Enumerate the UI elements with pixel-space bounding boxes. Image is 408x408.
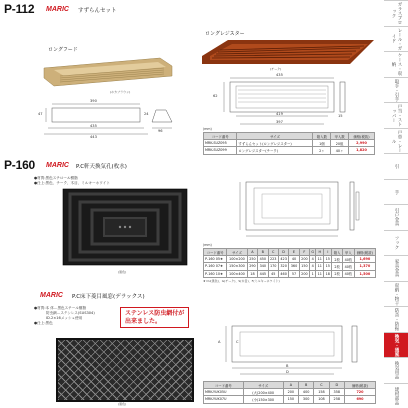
long-register-title: ロングレジスター <box>205 31 245 37</box>
long-hood-title: ロングフード <box>48 47 78 53</box>
table-header-row: コード番号 サイズ A B C D E F G H I 箱入 甲入 価格(税抜) <box>204 249 376 256</box>
underfloor-bullets: ●材質:本 体…黒色スチール樹脂 防虫網…ステンレス(SUS304) ID.2×16メッシュ使用 ●仕上:黒色 <box>34 306 95 325</box>
long-register-image <box>200 38 376 66</box>
dim-24: 24 <box>144 112 149 116</box>
p160-footnote: ★=U(黒色)、G(チーク)、S(木目)、F(ミルキーホワイト) <box>203 279 280 283</box>
table-row: MRK-YUK05U (大)200×400 200 400 158 358 720 <box>204 389 376 396</box>
table-row: P-160 07★ 150×300 290 340 170 320 360 150 4 11 15 2枚 40枚 1,370 <box>204 263 376 270</box>
product-name-suzuran-set: すずらんセット <box>78 8 117 14</box>
side-tab-item[interactable]: レール・ガイド <box>384 26 408 52</box>
side-tab-bar <box>384 0 408 408</box>
dim-435-r: 435 <box>276 73 283 77</box>
side-tab-item[interactable]: フック <box>384 230 408 256</box>
lattice-vent-caption: (黒色) <box>118 402 127 406</box>
dim-443: 443 <box>90 135 97 139</box>
side-tab-item[interactable]: 防音・防振 <box>384 306 408 332</box>
product-name-underfloor-vent: P.C床下菱目風窓(デラックス) <box>72 294 145 300</box>
dim-c: C <box>236 340 239 344</box>
unit-mm-2: (mm) <box>203 243 212 247</box>
side-tab-item[interactable]: ケース・収納 <box>384 51 408 77</box>
dim-d: D <box>286 370 289 374</box>
section-code-p160: P-160 <box>4 158 36 172</box>
underfloor-spec-table <box>203 381 376 404</box>
col-box: 箱入数 <box>313 133 331 140</box>
side-tab-item[interactable]: 戸車・レール <box>384 128 408 154</box>
side-tab-item[interactable]: 引戸金具 <box>384 204 408 230</box>
long-hood-dimension-drawing <box>40 98 180 142</box>
brand-logo-maric: MARIC <box>46 6 69 13</box>
side-tab-item[interactable]: 戸当・ストッパー <box>384 102 408 128</box>
stainless-mesh-notice: ステンレス防虫網付が 出来ました。 <box>120 307 189 328</box>
table-row: MRK-SUZ095 すずらんセット(ロングレジスター) 1個 20組 2,990 <box>204 140 375 147</box>
side-tab-item[interactable]: 取手・引手 <box>384 77 408 103</box>
p160-spec-table <box>203 248 376 278</box>
table-row: P-160 10★ 100×400 18 445 45 460 57 200 1 11 18 2枚 40枚 1,500 <box>204 270 376 277</box>
table-row: MRK-SUZ099 ロングレジスター(チーク) 2ヶ 40ヶ 1,820 <box>204 147 375 154</box>
long-register-dimension-drawing <box>210 74 350 128</box>
side-tab-item[interactable]: 換気用品 <box>384 357 408 383</box>
long-register-caption: (チーク) <box>270 67 282 71</box>
soffit-vent-image <box>62 188 188 266</box>
brand-logo-maric-3: MARIC <box>40 292 63 299</box>
dim-390: 390 <box>90 99 97 103</box>
side-tab-item[interactable]: ガラスブロック <box>384 0 408 26</box>
brand-logo-maric-2: MARIC <box>46 162 69 169</box>
table-row: P-160 05★ 100×200 250 450 223 423 40 200 4 11 15 2枚 40枚 1,690 <box>204 256 376 263</box>
dim-b: B <box>286 364 289 368</box>
col-price: 価格(税抜) <box>349 133 375 140</box>
side-tab-item[interactable]: 手 <box>384 179 408 205</box>
section-code-p112: P-112 <box>4 2 35 16</box>
side-tab-item[interactable]: 換気・通風 <box>384 332 408 358</box>
lattice-vent-image <box>56 338 194 402</box>
long-hood-caption: (ホカブラウン) <box>110 90 131 94</box>
side-tab-item[interactable]: 家具金具 <box>384 255 408 281</box>
p160-bullets: ●材質:黒色スチロール樹脂 ●仕上:黒色、チーク、木目、ミルキーホワイト <box>34 176 110 185</box>
col-case: 甲入数 <box>331 133 349 140</box>
dim-435: 435 <box>90 124 97 128</box>
product-name-p160: P.C軒天換気孔(枚水) <box>76 164 127 170</box>
suzuran-spec-table <box>203 132 375 155</box>
dim-62: 62 <box>213 94 218 98</box>
side-tab-item[interactable]: 引 <box>384 153 408 179</box>
table-row: MRK-YUK07U (小)150×300 150 300 108 258 690 <box>204 396 376 403</box>
table-header-row <box>204 133 375 140</box>
dim-a: A <box>218 340 221 344</box>
dim-419: 419 <box>276 112 283 116</box>
lattice-vent-dimension-drawing <box>212 322 372 378</box>
side-tab-item[interactable]: 建材部品 <box>384 383 408 408</box>
soffit-vent-caption: (黒色) <box>118 270 127 274</box>
side-tab-item[interactable]: 収納・物干 <box>384 281 408 307</box>
unit-mm-1: (mm) <box>203 127 212 131</box>
col-size: サイズ <box>237 133 313 140</box>
soffit-vent-dimension-drawing <box>228 178 368 240</box>
long-hood-image <box>40 54 175 88</box>
dim-15: 15 <box>338 114 343 118</box>
dim-397: 397 <box>276 120 283 124</box>
col-code: コード番号 <box>204 133 237 140</box>
dim-96: 96 <box>158 129 163 133</box>
table-header-row: コード番号 サイズ A B C D 価格(税抜) <box>204 382 376 389</box>
dim-47: 47 <box>38 112 43 116</box>
